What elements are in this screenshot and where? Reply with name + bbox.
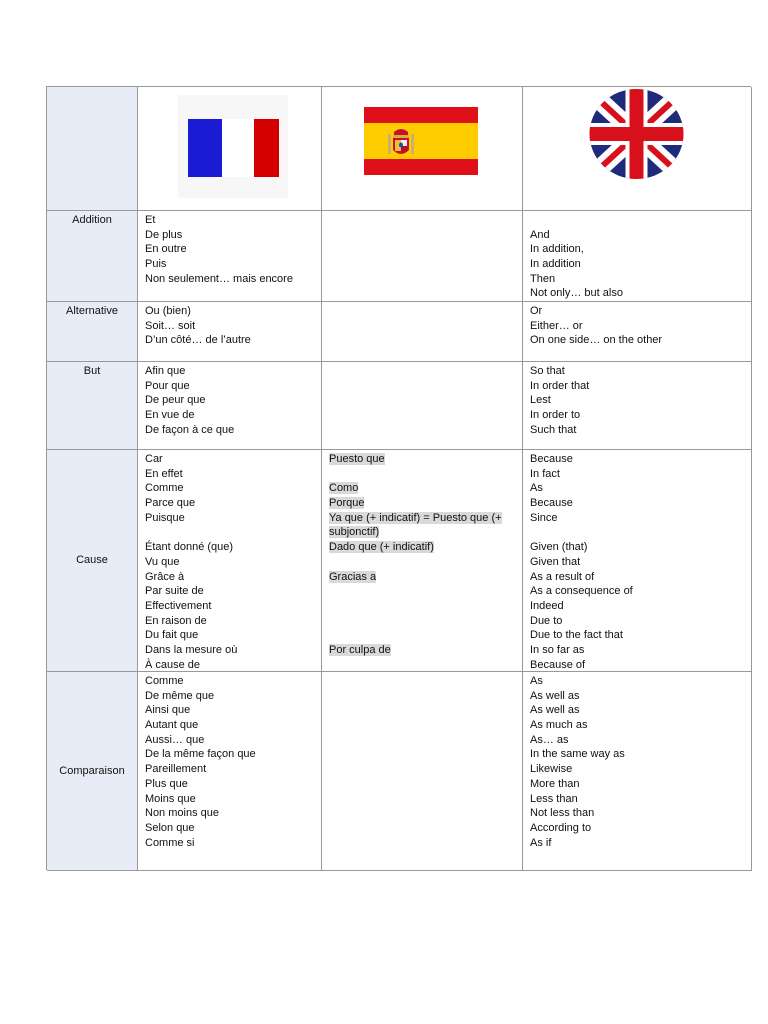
list-item: En effet <box>145 467 183 480</box>
french-list-comparaison <box>138 672 322 871</box>
list-item: Such that <box>530 423 577 436</box>
list-item: Et <box>145 214 156 226</box>
list-item <box>530 213 751 228</box>
english-list-comparaison <box>523 672 752 871</box>
french-list-addition <box>138 211 322 302</box>
list-item: Given that <box>530 555 581 568</box>
list-item: As a result of <box>530 570 595 583</box>
list-item: In fact <box>530 467 560 480</box>
english-list-cause <box>523 450 752 672</box>
list-item: De même que <box>145 689 215 702</box>
list-item: In order to <box>530 409 581 422</box>
list-item <box>329 628 522 643</box>
list-item: As <box>530 675 543 687</box>
list-item: Soit… soit <box>145 319 196 332</box>
list-item: Given (that) <box>530 541 588 554</box>
list-item: Because <box>530 453 573 465</box>
list-item: Ou (bien) <box>145 305 191 317</box>
french-list-alternative <box>138 302 322 362</box>
row-label-but: But <box>47 362 138 450</box>
list-item: Lest <box>530 394 551 407</box>
list-item: Then <box>530 272 556 285</box>
row-label-addition: Addition <box>47 211 138 302</box>
list-item: Gracias a <box>329 570 377 583</box>
list-item: Aussi… que <box>145 733 205 746</box>
list-item: À cause de <box>145 658 201 671</box>
list-item <box>145 525 321 540</box>
list-item: Puesto que <box>329 453 385 465</box>
list-item: Because of <box>530 658 586 671</box>
list-item: Due to the fact that <box>530 629 623 642</box>
list-item: Non moins que <box>145 807 219 820</box>
row-label-cause: Cause <box>47 450 138 672</box>
english-list-addition <box>523 211 752 302</box>
list-item: As well as <box>530 704 580 717</box>
list-item: Grâce à <box>145 570 185 583</box>
list-item: Due to <box>530 614 563 627</box>
list-item: In so far as <box>530 643 585 656</box>
list-item: Por culpa de <box>329 643 391 656</box>
list-item: De la même façon que <box>145 748 256 761</box>
list-item: On one side… on the other <box>530 334 663 347</box>
list-item: De peur que <box>145 394 206 407</box>
list-item <box>329 467 522 482</box>
list-item: According to <box>530 821 592 834</box>
list-item: As if <box>530 836 552 849</box>
spain-flag-icon <box>364 107 478 175</box>
list-item: Either… or <box>530 319 583 332</box>
english-list-alternative <box>523 302 752 362</box>
list-item: Puis <box>145 258 167 271</box>
list-item: Étant donné (que) <box>145 541 234 554</box>
list-item: In order that <box>530 379 590 392</box>
spanish-list-addition <box>322 211 523 302</box>
list-item: Car <box>145 453 163 465</box>
list-item: Comme <box>145 482 184 495</box>
row-label-alternative: Alternative <box>47 302 138 362</box>
list-item <box>530 525 751 540</box>
spain-coat-of-arms-icon <box>386 126 416 160</box>
list-item: So that <box>530 365 565 377</box>
row-label-comparaison: Comparaison <box>47 672 138 871</box>
list-item: Dans la mesure où <box>145 643 238 656</box>
list-item <box>329 584 522 599</box>
list-item: Effectivement <box>145 599 212 612</box>
list-item: Puisque <box>145 511 185 524</box>
list-item <box>329 555 522 570</box>
list-item: En raison de <box>145 614 207 627</box>
connectors-table <box>46 86 751 870</box>
list-item: Pareillement <box>145 763 207 776</box>
list-item: Autant que <box>145 719 199 732</box>
list-item: Selon que <box>145 821 195 834</box>
spanish-list-alternative <box>322 302 523 362</box>
list-item: As <box>530 482 543 495</box>
france-flag-icon <box>178 95 288 198</box>
list-item: Non seulement… mais encore <box>145 272 293 285</box>
list-item: Pour que <box>145 379 190 392</box>
french-list-cause <box>138 450 322 672</box>
list-item: Because <box>530 497 573 510</box>
spanish-list-but <box>322 362 523 450</box>
list-item: Ainsi que <box>145 704 191 717</box>
list-item <box>329 614 522 629</box>
list-item: Ya que (+ indicatif) = Puesto que (+ subjonctif) <box>329 511 502 539</box>
list-item: De façon à ce que <box>145 423 235 436</box>
list-item: Du fait que <box>145 629 199 642</box>
list-item: En outre <box>145 243 187 256</box>
list-item: En vue de <box>145 409 195 422</box>
list-item: Dado que (+ indicatif) <box>329 541 434 554</box>
list-item: As well as <box>530 689 580 702</box>
list-item: As a consequence of <box>530 585 633 598</box>
spanish-list-cause <box>322 450 523 672</box>
list-item <box>329 599 522 614</box>
list-item: Afin que <box>145 365 186 377</box>
list-item: Moins que <box>145 792 196 805</box>
list-item: Likewise <box>530 763 573 776</box>
list-item: Or <box>530 305 543 317</box>
english-list-but <box>523 362 752 450</box>
list-item: As much as <box>530 719 588 732</box>
list-item: In addition <box>530 258 581 271</box>
list-item: Not only… but also <box>530 287 623 300</box>
header-empty-cell <box>47 87 138 211</box>
list-item: Porque <box>329 497 365 510</box>
list-item: As… as <box>530 733 569 746</box>
uk-flag-icon <box>585 87 688 187</box>
list-item: Comme <box>145 675 184 687</box>
list-item: Not less than <box>530 807 595 820</box>
list-item: Less than <box>530 792 578 805</box>
list-item: In addition, <box>530 243 584 256</box>
list-item: In the same way as <box>530 748 625 761</box>
spanish-list-comparaison <box>322 672 523 871</box>
list-item: And <box>530 228 550 241</box>
list-item: Plus que <box>145 777 188 790</box>
list-item: D’un côté… de l’autre <box>145 334 251 347</box>
list-item: More than <box>530 777 580 790</box>
list-item: Indeed <box>530 599 564 612</box>
list-item: Parce que <box>145 497 196 510</box>
list-item: Vu que <box>145 555 180 568</box>
list-item: Comme si <box>145 836 195 849</box>
list-item: Since <box>530 511 558 524</box>
list-item: Par suite de <box>145 585 204 598</box>
list-item: De plus <box>145 228 183 241</box>
list-item: Como <box>329 482 359 495</box>
french-list-but <box>138 362 322 450</box>
